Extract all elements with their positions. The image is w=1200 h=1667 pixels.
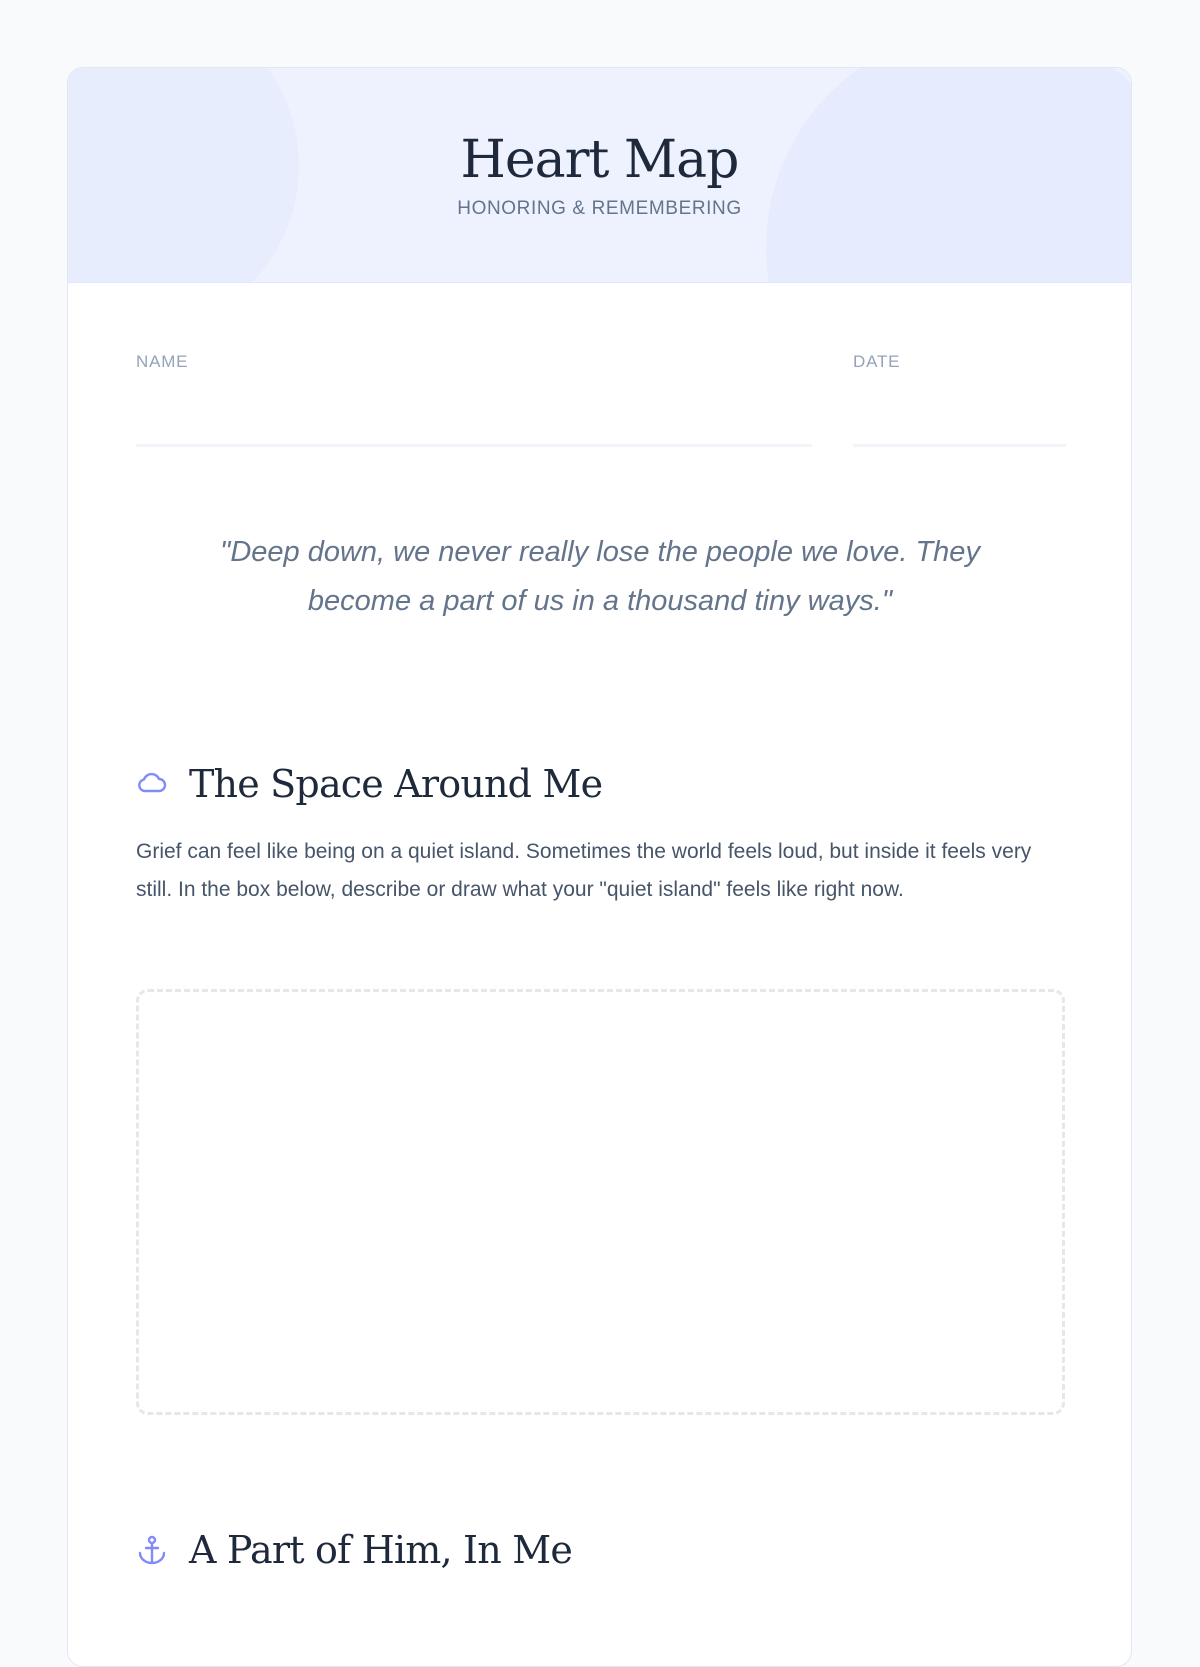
memorial-quote: "Deep down, we never really lose the people we love. They become a part of us in a thousand tiny ways." xyxy=(220,536,980,617)
anchor-icon xyxy=(136,1534,168,1566)
header-banner xyxy=(68,68,1131,283)
date-underline xyxy=(853,444,1066,447)
date-field[interactable] xyxy=(853,410,1066,440)
page-subtitle: HONORING & REMEMBERING xyxy=(457,198,742,219)
section-title-space-around-me: The Space Around Me xyxy=(189,762,603,806)
name-label: NAME xyxy=(136,352,189,371)
drawing-area[interactable] xyxy=(136,989,1065,1415)
page-title: Heart Map xyxy=(460,130,739,190)
name-underline xyxy=(136,444,812,447)
section-description: Grief can feel like being on a quiet island. Sometimes the world feels loud, but inside it feels very still. In the box below, describe or draw what your "quiet island" feels like right now. xyxy=(136,840,1032,901)
date-label: DATE xyxy=(853,352,901,371)
cloud-icon xyxy=(136,767,168,799)
name-field[interactable] xyxy=(136,410,812,440)
section-title-part-of-him: A Part of Him, In Me xyxy=(189,1528,573,1572)
